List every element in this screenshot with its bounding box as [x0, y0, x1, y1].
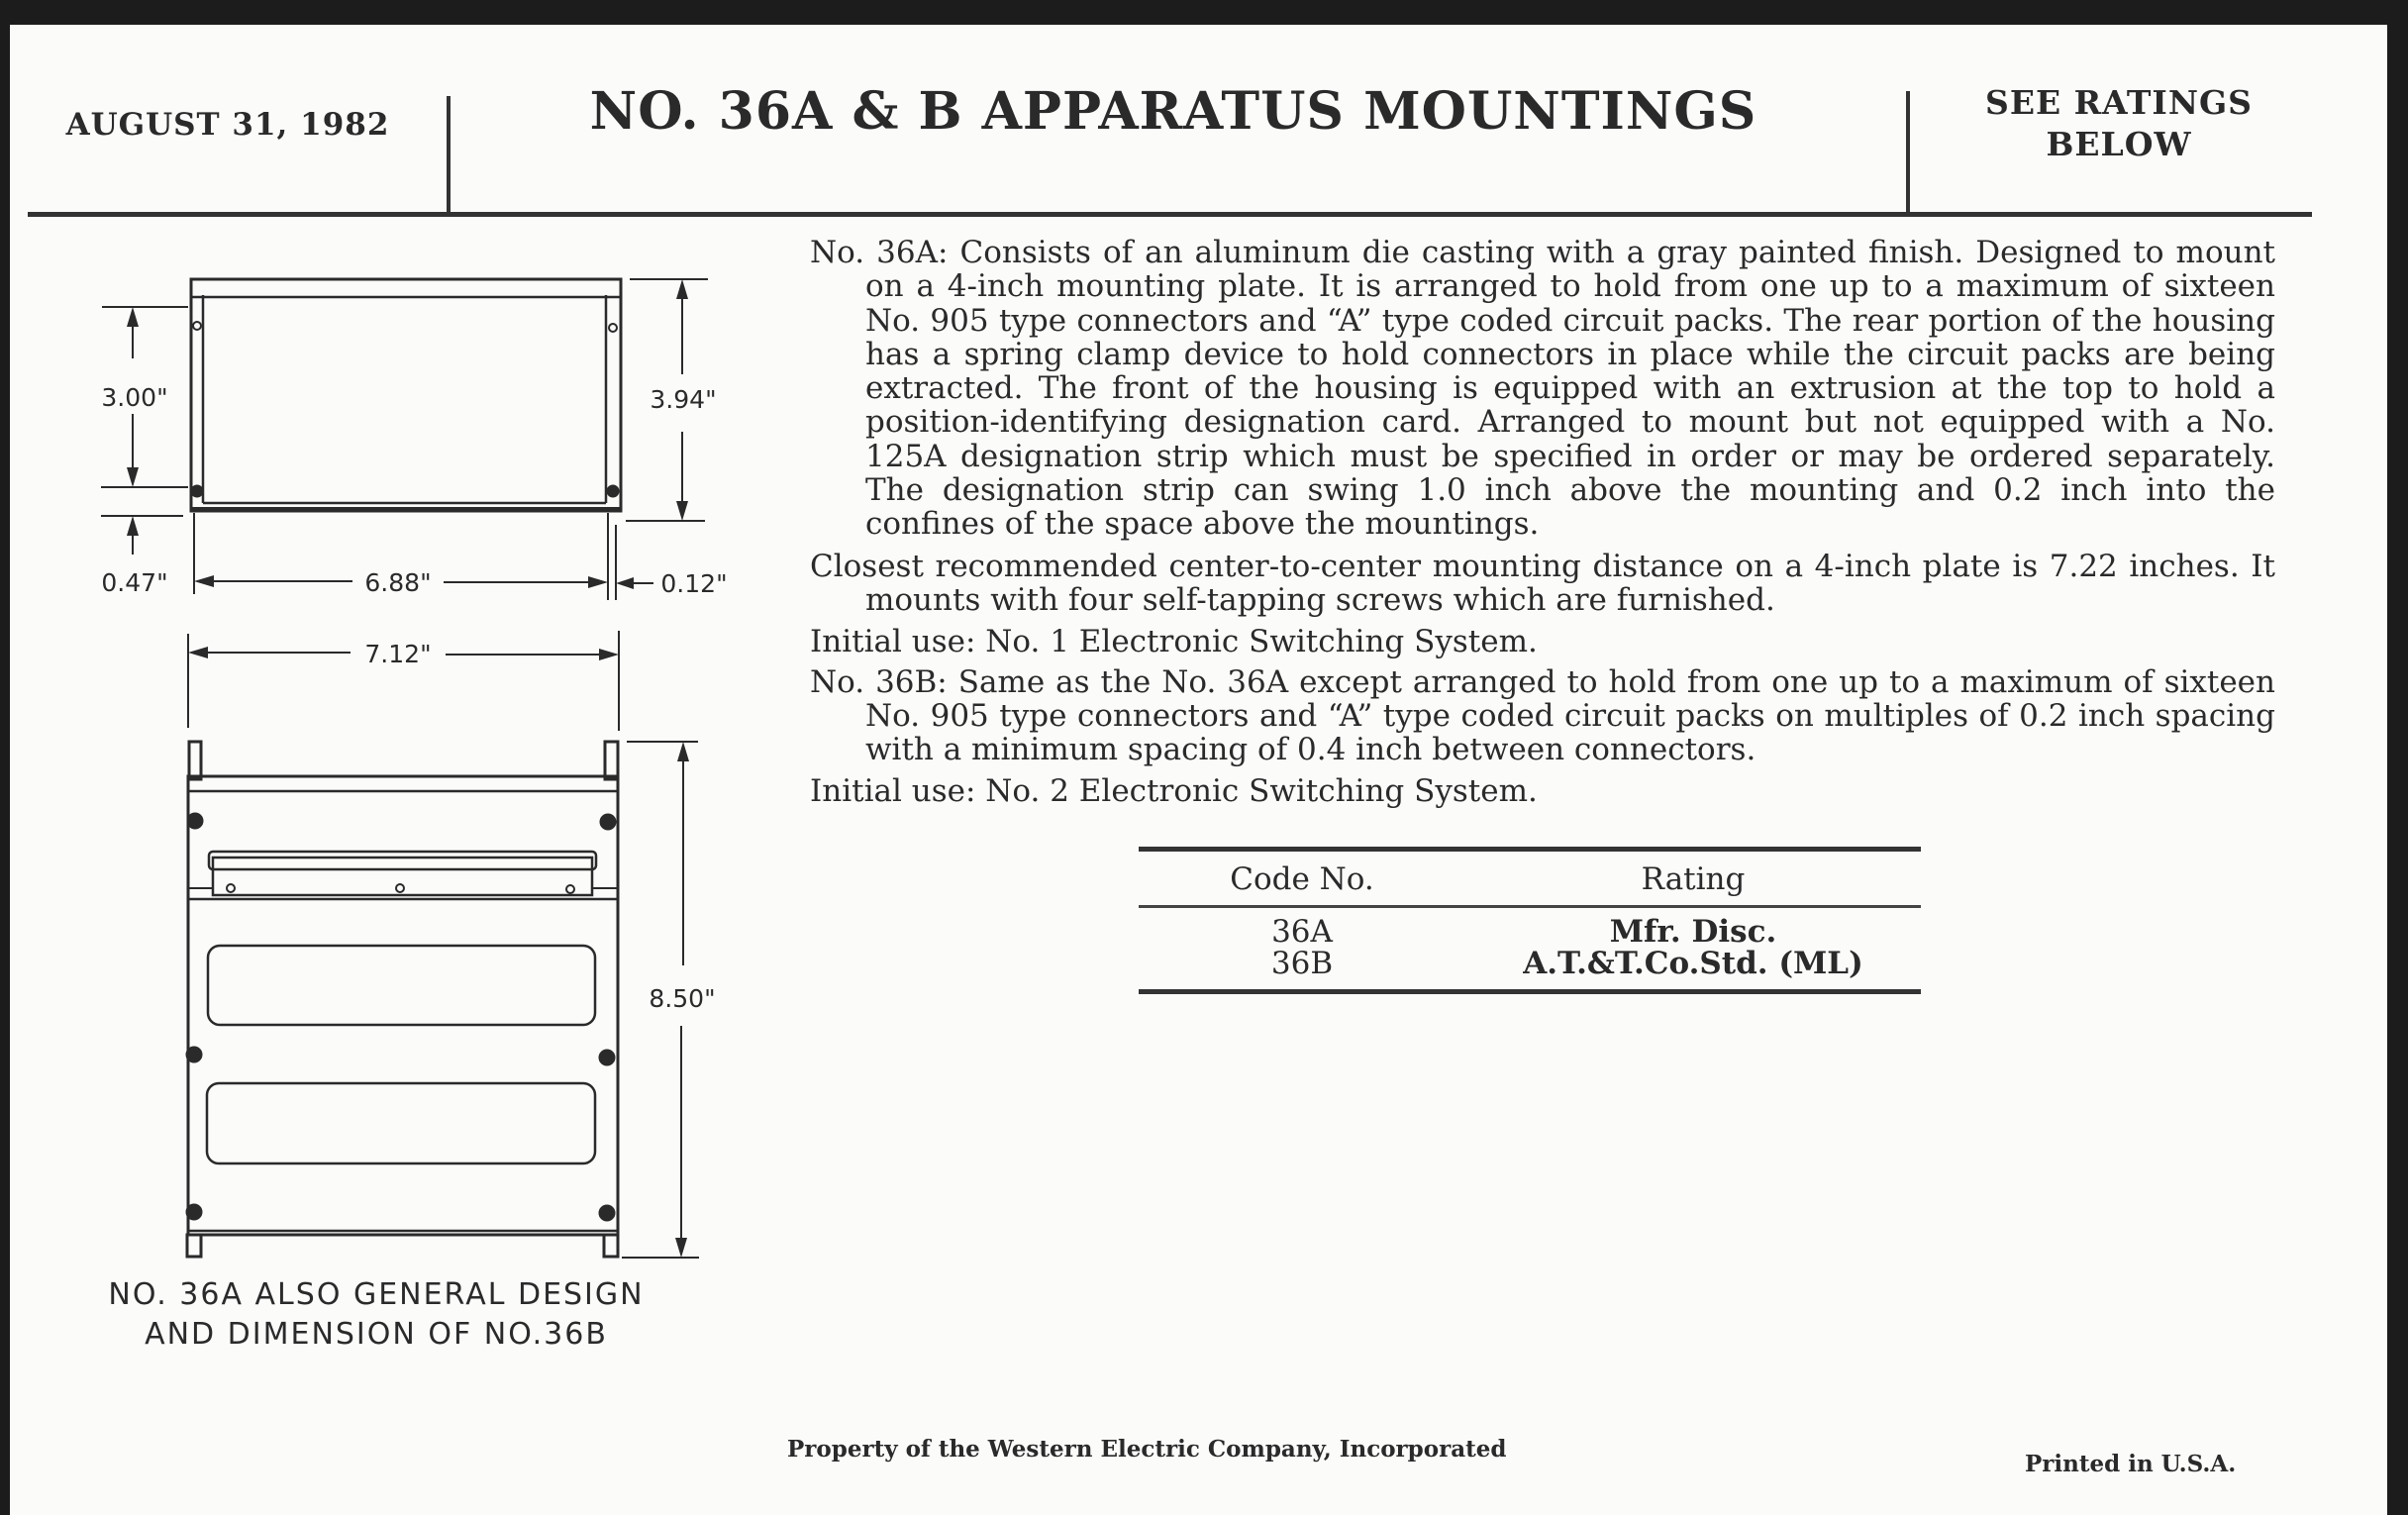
dim-label-0-47: 0.47"	[101, 568, 168, 597]
arrowhead	[127, 307, 139, 327]
front-view	[187, 631, 699, 1258]
connector-slot	[207, 1083, 595, 1163]
drawing-caption	[99, 1275, 653, 1355]
arrowhead	[675, 1238, 687, 1258]
dim-label-7-12: 7.12"	[364, 640, 432, 668]
dim-label-6-88: 6.88"	[364, 568, 432, 597]
ratings-note	[1901, 82, 2337, 165]
arrowhead	[676, 501, 688, 521]
top-view-outline	[191, 279, 621, 511]
screw	[188, 814, 202, 828]
column-header-rating: Rating	[1641, 861, 1746, 897]
paragraph-initial-use-2: Initial use: No. 2 Electronic Switching System.	[810, 773, 1538, 810]
mount-hole	[608, 486, 618, 496]
dim-label-0-12: 0.12"	[660, 569, 728, 598]
caption-line2: AND DIMENSION OF NO.36B	[145, 1317, 608, 1352]
dim-label-3-00: 3.00"	[101, 383, 168, 412]
dim-label-3-94: 3.94"	[650, 385, 717, 414]
code-cell: 36A	[1271, 914, 1333, 950]
mount-hole	[609, 324, 617, 332]
arrowhead	[677, 742, 689, 761]
card-hole	[396, 884, 404, 892]
card-hole	[566, 885, 574, 893]
ratings-note-line2: BELOW	[2046, 125, 2192, 163]
front-view-foot	[604, 1235, 618, 1257]
paragraph-36b: No. 36B: Same as the No. 36A except arranged to hold from one up to a maximum of sixteen No. 905 type connectors and “A” type coded circuit packs on multiples of 0.2 inch spacing with a minimum spacing of 0.4 inch between connectors.	[810, 663, 2275, 768]
description-text	[810, 236, 2275, 817]
property-notice: Property of the Western Electric Company, Incorporated	[787, 1436, 1507, 1463]
arrowhead	[194, 575, 214, 587]
dim-label-8-50: 8.50"	[649, 984, 716, 1013]
table-row	[1139, 948, 1921, 979]
arrowhead	[588, 576, 608, 588]
front-view-post	[189, 742, 201, 779]
screw	[600, 1051, 614, 1064]
table-row	[1139, 916, 1921, 948]
rating-cell: A.T.&T.Co.Std. (ML)	[1523, 946, 1863, 981]
screw	[601, 815, 615, 829]
code-cell: 36B	[1270, 946, 1334, 981]
designation-card	[213, 858, 592, 895]
table-top-rule	[1139, 847, 1921, 852]
table-header	[1139, 863, 1921, 895]
screw	[187, 1048, 201, 1061]
table-bottom-rule	[1139, 989, 1921, 994]
paragraph-mounting-distance: Closest recommended center-to-center mounting distance on a 4-inch plate is 7.22 inches. It mounts with four self-tapping screws which are furnished.	[810, 548, 2275, 618]
connector-slot	[208, 946, 595, 1025]
screw	[187, 1205, 201, 1219]
front-view-foot	[187, 1235, 201, 1257]
arrowhead	[599, 649, 619, 660]
mounting-drawing	[0, 0, 792, 1386]
front-view-post	[605, 742, 618, 779]
caption-line1: NO. 36A ALSO GENERAL DESIGN	[108, 1277, 645, 1312]
arrowhead	[616, 577, 634, 589]
paragraph-36a: No. 36A: Consists of an aluminum die casting with a gray painted finish. Designed to mount on a 4-inch mounting plate. It is arranged to hold from one up to a maximum of sixteen No. 905 type connectors and “A” type coded circuit packs. The rear portion of the housing has a spring clamp device to hold connectors in place while the circuit packs are being extracted. The front of the housing is equipped with an extrusion at the top to hold a position-identifying designation card. Arranged to mount but not equipped with a No. 125A designation strip which must be specified in order or may be ordered separately. The designation strip can swing 1.0 inch above the mounting and 0.2 inch into the confines of the space above the mountings.	[810, 235, 2275, 543]
mount-hole	[193, 322, 201, 330]
card-hole	[227, 884, 235, 892]
mount-hole	[192, 486, 202, 496]
paragraph-initial-use-1: Initial use: No. 1 Electronic Switching System.	[810, 624, 1538, 660]
ratings-note-line1: SEE RATINGS	[1984, 83, 2254, 122]
front-view-body	[188, 776, 618, 1235]
designation-card-holder	[209, 852, 596, 869]
document-date: AUGUST 31, 1982	[65, 107, 390, 143]
arrowhead	[127, 516, 139, 536]
screw	[600, 1206, 614, 1220]
arrowhead	[188, 647, 208, 658]
arrowhead	[127, 467, 139, 487]
table-header-rule	[1139, 905, 1921, 908]
page-title: NO. 36A & B APPARATUS MOUNTINGS	[589, 81, 1757, 142]
printed-notice: Printed in U.S.A.	[2025, 1451, 2237, 1477]
top-view	[101, 279, 708, 600]
arrowhead	[676, 279, 688, 299]
ratings-table	[1139, 847, 1921, 994]
column-header-code: Code No.	[1230, 861, 1374, 897]
rating-cell: Mfr. Disc.	[1609, 914, 1777, 950]
